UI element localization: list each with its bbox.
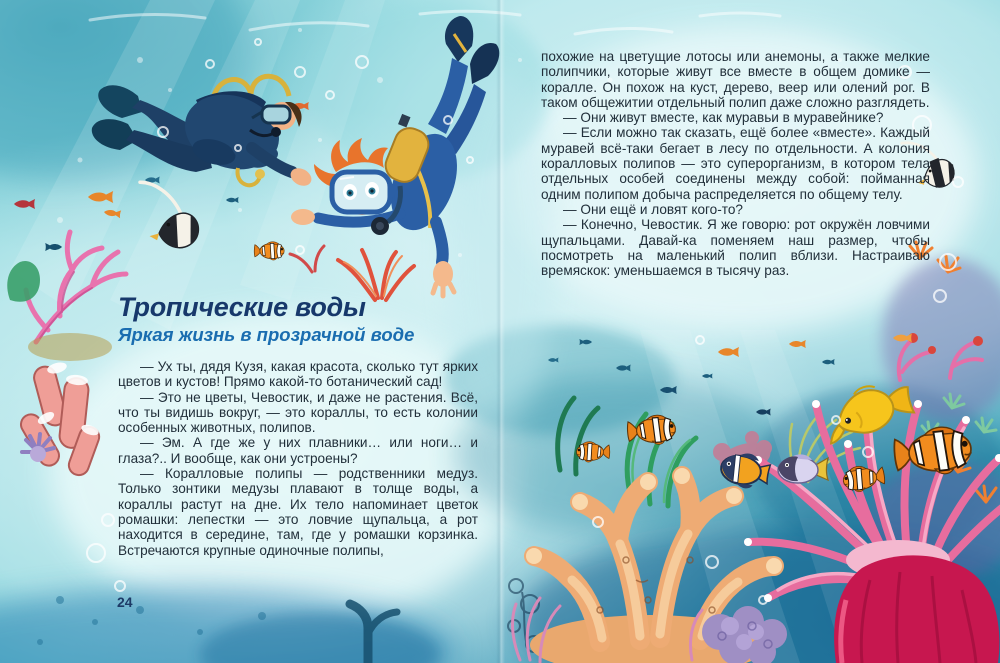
paragraph: — Конечно, Чевостик. Я же говорю: рот окружён ловчими щупальцами. Давай-ка поменяем наш размер, чтобы посмотреть на маленький полип вблизи. Настраиваю времяскок: уменьшаемся в тысячу раз.: [541, 217, 930, 279]
right-page-text: [541, 49, 930, 278]
paragraph: — Они ещё и ловят кого-то?: [563, 201, 743, 217]
paragraph: — Эм. А где же у них плавники… или ноги… и глаза?.. И вообще, как они устроены?: [118, 435, 478, 466]
left-page-text: [118, 292, 478, 558]
page-number: 24: [117, 594, 133, 610]
rock-patch: [28, 333, 112, 361]
paragraph: — Это не цветы, Чевостик, и даже не растения. Всё, что ты видишь вокруг, — это кораллы, то есть колонии особенных животных, полипов.: [118, 389, 478, 436]
paragraph: — Они живут вместе, как муравьи в муравейнике?: [563, 110, 884, 126]
paragraph: — Коралловые полипы — родственники медуз. Только зонтики медузы плавают в толще воды, а кораллы растут на дне. Их тело напоминает цветок ромашки: лепестки — это ловчие щупальца, а рот находится в середине, там, где у ромашки корзинка. Встречаются крупные одиночные полипы,: [118, 466, 478, 558]
page-title: Тропические воды: [118, 292, 366, 322]
paragraph: похожие на цветущие лотосы или анемоны, а также мелкие полипчики, которые живут все вместе в общем домике — коралле. Он похож на куст, дерево, веер или олений рог. В таком общежитии отдельный полип даже сложно разглядеть.: [541, 49, 930, 110]
paragraph: — Если можно так сказать, ещё более «вместе». Каждый муравей всё-таки бегает в лесу по отдельности. А колония коралловых полипов — это суперорганизм, в котором тела отдельных особей соединены между собой: пойманная одним полипом добыча распределяется по общему телу.: [541, 125, 930, 202]
paragraph: — Ух ты, дядя Кузя, какая красота, сколько тут ярких цветов и кустов! Прямо какой-то ботанический сад!: [118, 359, 478, 390]
page-subtitle: Яркая жизнь в прозрачной воде: [118, 324, 415, 345]
